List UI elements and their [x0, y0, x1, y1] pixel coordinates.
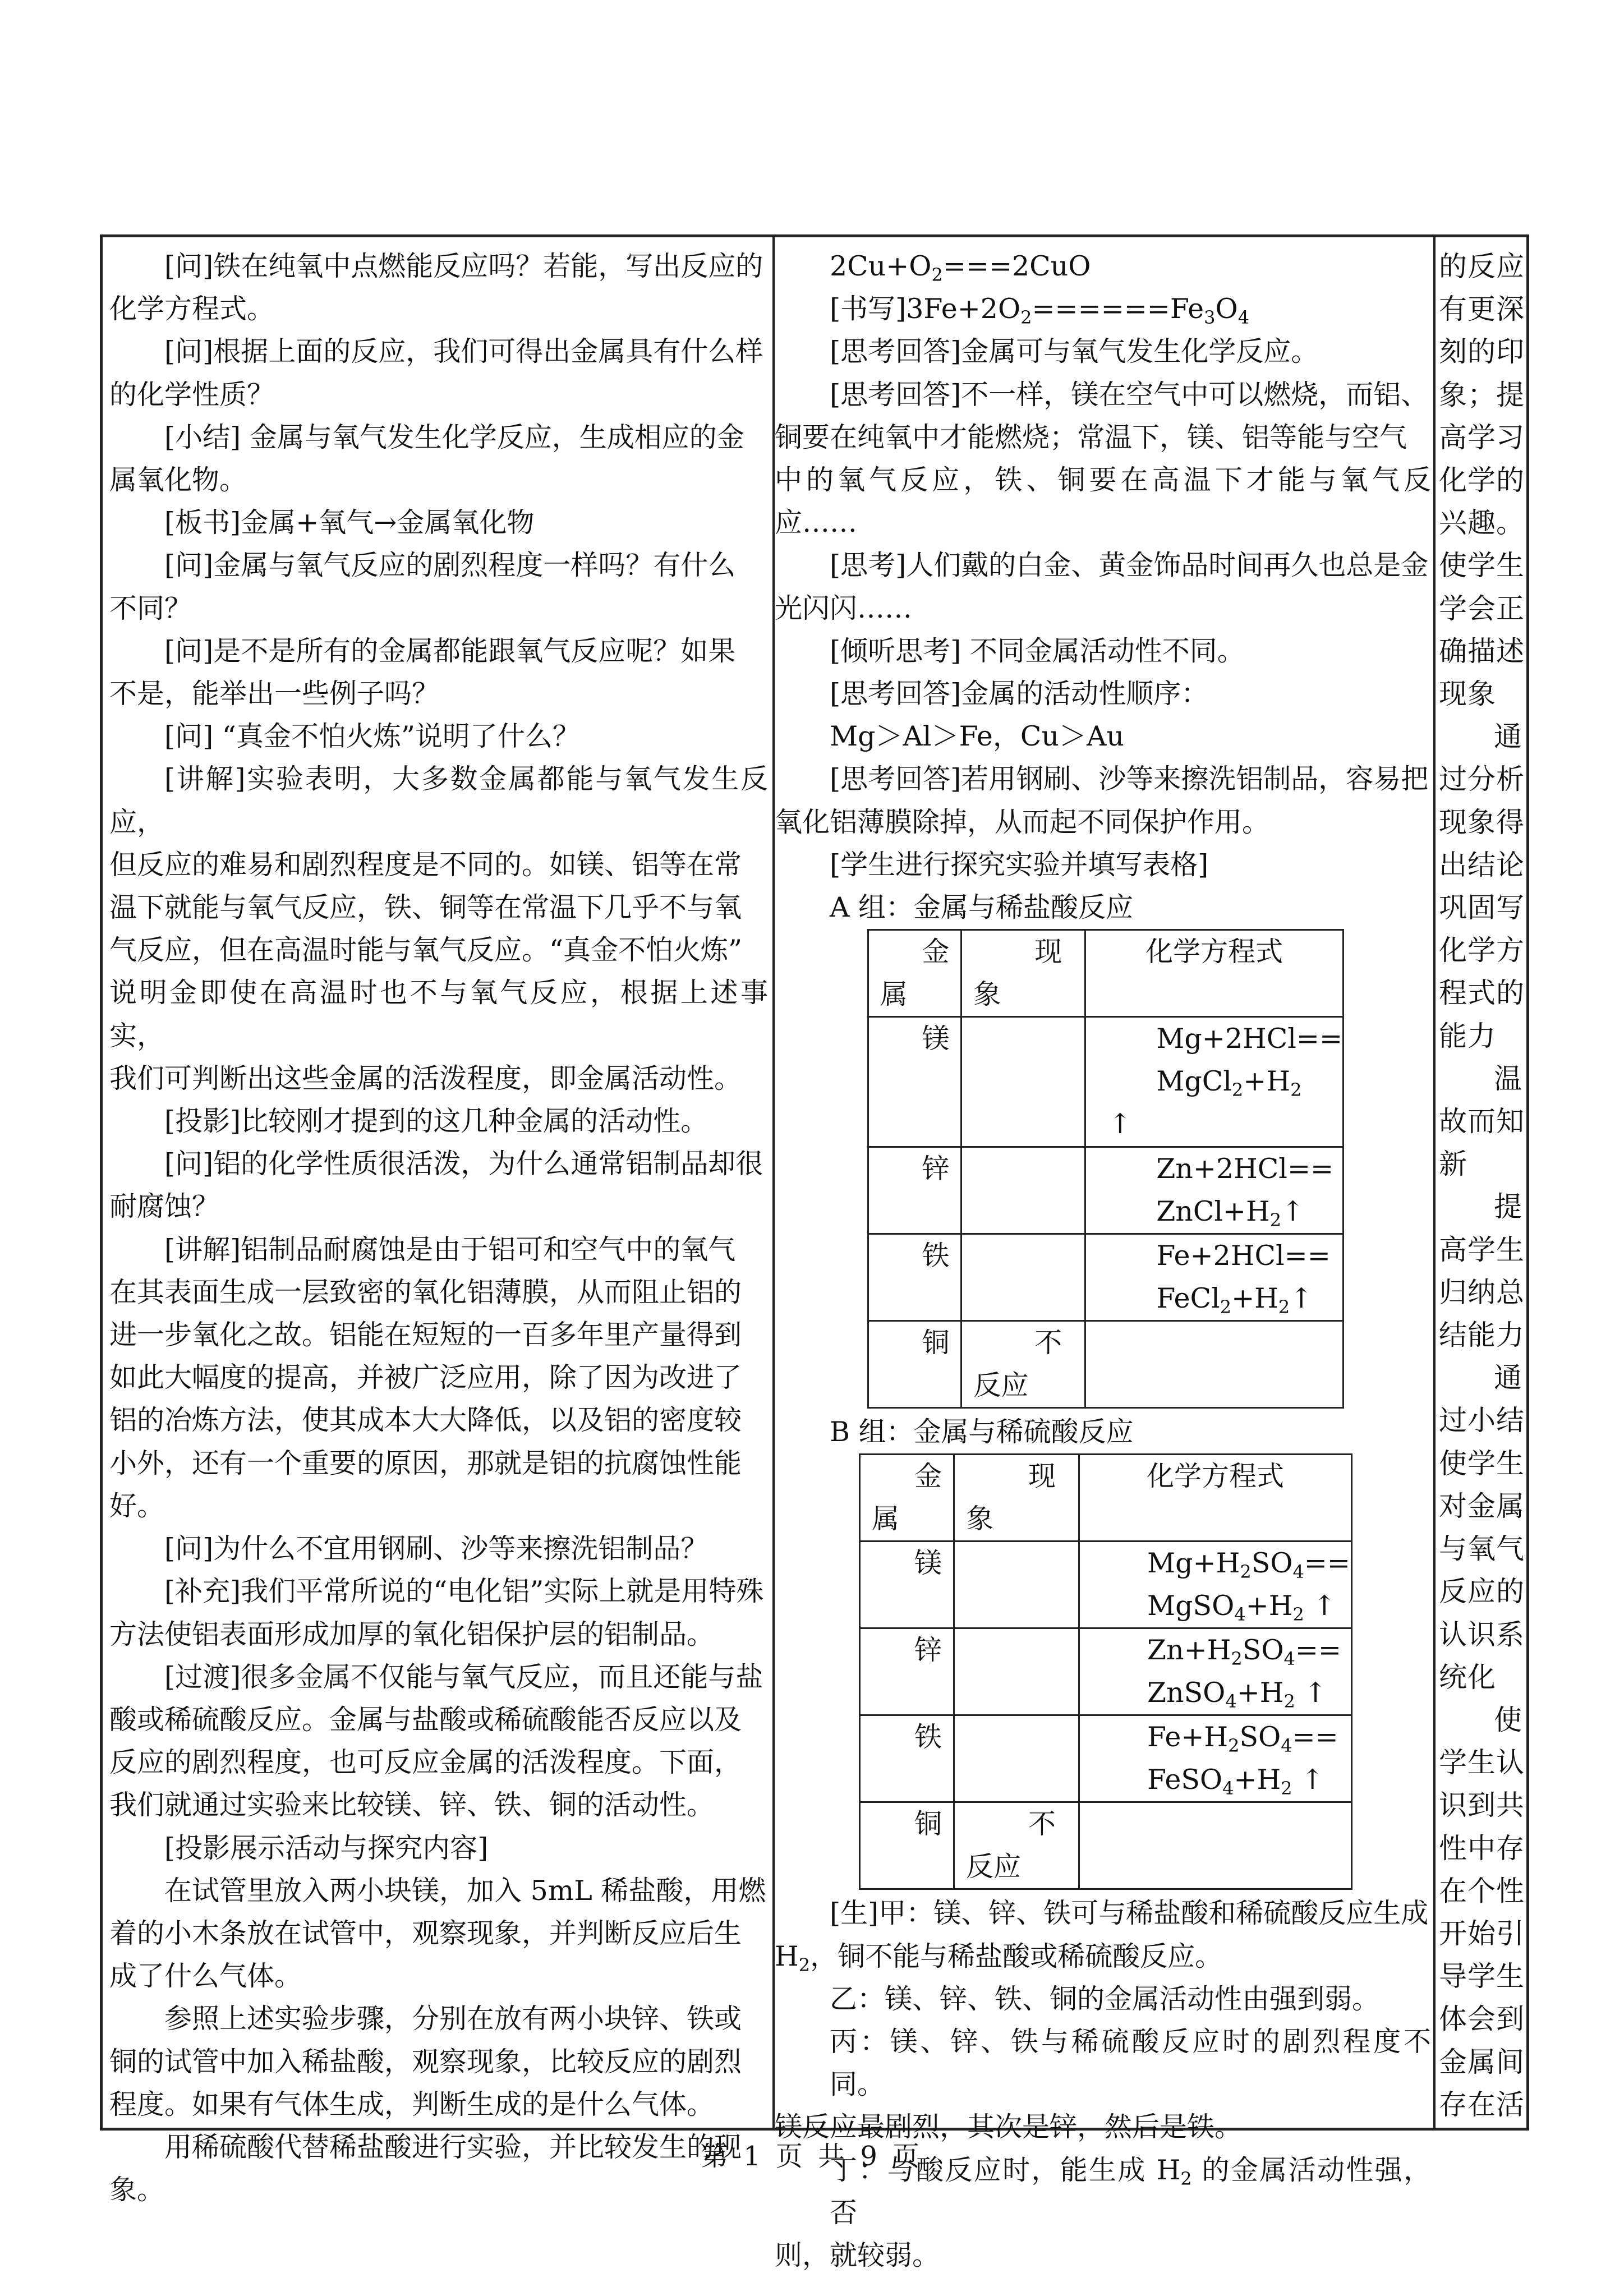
- text-line: 丙：镁、锌、铁与稀硫酸反应时的剧烈程度不同。: [830, 2026, 1431, 2101]
- text-line: 方法使铝表面形成加厚的氧化铝保护层的铝制品。: [109, 1618, 715, 1650]
- text-line: 有更深: [1439, 293, 1525, 326]
- equation-line: [书写]$3Fe+2O_2======Fe_3O_4$: [830, 293, 1250, 329]
- phenomenon-cell: [954, 1715, 1079, 1802]
- text-line: 的反应: [1439, 250, 1525, 283]
- text-line: 过小结: [1439, 1404, 1525, 1437]
- table-group-a: [867, 929, 1344, 1409]
- text-line: 化学方: [1439, 934, 1525, 967]
- text-line: 氧化铝薄膜除掉，从而起不同保护作用。: [775, 806, 1270, 838]
- text-line: 中的氧气反应，铁、铜要在高温下才能与氧气反应……: [775, 464, 1431, 539]
- table-row: [860, 1455, 1352, 1542]
- text-line: 酸或稀硫酸反应。金属与盐酸或稀硫酸能否反应以及: [109, 1703, 742, 1736]
- text-line: 在试管里放入两小块镁，加入 5mL 稀盐酸，用燃: [164, 1874, 766, 1907]
- text-line: [投影]比较刚才提到的这几种金属的活动性。: [164, 1105, 709, 1138]
- text-line: 程度。如果有气体生成，判断生成的是什么气体。: [109, 2088, 715, 2120]
- text-line: 结能力: [1439, 1319, 1525, 1352]
- header-equation: 化学方程式: [1085, 930, 1344, 1017]
- table-row: [868, 1147, 1344, 1234]
- text-line: 确描述: [1439, 634, 1525, 668]
- text-line: [讲解]铝制品耐腐蚀是由于铝可和空气中的氧气: [164, 1233, 736, 1266]
- text-line: [问]是不是所有的金属都能跟氧气反应呢？如果: [164, 634, 736, 667]
- text-line: 刻的印: [1439, 335, 1525, 369]
- text-line: 学生认: [1439, 1746, 1525, 1779]
- text-line: 兴趣。: [1439, 507, 1525, 540]
- teacher-activity-column: [103, 237, 775, 2206]
- text-line: 化学的: [1439, 464, 1525, 497]
- header-metal: 金 属: [860, 1455, 954, 1542]
- text-line: 学会正: [1439, 592, 1525, 625]
- text-line: 性中存: [1439, 1832, 1525, 1865]
- text-line: 金属间: [1439, 2045, 1525, 2078]
- text-line: [学生进行探究实验并填写表格]: [830, 848, 1209, 881]
- text-line: 温: [1494, 1062, 1522, 1095]
- text-line: 提: [1494, 1190, 1522, 1223]
- text-line: 小外，还有一个重要的原因，那就是铝的抗腐蚀性能: [109, 1447, 742, 1479]
- text-line: 进一步氧化之故。铝能在短短的一百多年里产量得到: [109, 1319, 742, 1351]
- text-line: [投影展示活动与探究内容]: [164, 1832, 489, 1864]
- text-line: 如此大幅度的提高，并被广泛应用，除了因为改进了: [109, 1361, 742, 1394]
- header-metal: 金 属: [868, 930, 961, 1017]
- text-line: 在个性: [1439, 1874, 1525, 1907]
- phenomenon-cell: [954, 1542, 1079, 1628]
- text-line: 新: [1439, 1148, 1467, 1181]
- text-line: 参照上述实验步骤，分别在放有两小块锌、铁或: [164, 2003, 742, 2035]
- text-line: 铝的冶炼方法，使其成本大大降低，以及铝的密度较: [109, 1404, 742, 1437]
- text-line: 温下就能与氧气反应，铁、铜等在常温下几乎不与氧: [109, 891, 742, 924]
- text-line: [思考回答]若用钢刷、沙等来擦洗铝制品，容易把: [830, 763, 1429, 795]
- text-line: [讲解]实验表明，大多数金属都能与氧气发生反应，: [109, 763, 768, 838]
- text-line: 使: [1494, 1703, 1522, 1736]
- text-line: 化学方程式。: [109, 293, 275, 325]
- text-line: 现象得: [1439, 806, 1525, 839]
- metal-cell: 镁: [868, 1017, 961, 1147]
- table-row: [868, 1017, 1344, 1147]
- text-line: 乙：镁、锌、铁、铜的金属活动性由强到弱。: [830, 1982, 1380, 2015]
- text-line: 光闪闪……: [775, 592, 913, 624]
- table-row: [868, 930, 1344, 1017]
- phenomenon-cell: [961, 1017, 1085, 1147]
- text-line: [问]金属与氧气反应的剧烈程度一样吗？有什么: [164, 549, 736, 582]
- text-line: 用稀硫酸代替稀盐酸进行实验，并比较发生的现: [164, 2131, 742, 2163]
- text-line: 通: [1494, 720, 1522, 753]
- metal-cell: 镁: [860, 1542, 954, 1628]
- text-line: 归纳总: [1439, 1276, 1525, 1309]
- phenomenon-cell: [961, 1234, 1085, 1321]
- metal-cell: 铁: [868, 1234, 961, 1321]
- text-line: [问]铝的化学性质很活泼，为什么通常铝制品却很: [164, 1148, 763, 1180]
- text-line: 的化学性质？: [109, 378, 275, 411]
- text-line: 好。: [109, 1489, 165, 1522]
- text-line: 使学生: [1439, 1447, 1525, 1480]
- text-line: 与氧气: [1439, 1533, 1525, 1566]
- equation-line: $2Cu+O_2===2CuO$: [830, 250, 1091, 286]
- equation-cell: [1079, 1802, 1352, 1889]
- text-line: 成了什么气体。: [109, 1960, 302, 1993]
- text-line: 导学生: [1439, 1960, 1525, 1993]
- equation-cell: [1085, 1321, 1344, 1408]
- text-line: $H_2$，铜不能与稀盐酸或稀硫酸反应。: [775, 1940, 1223, 1976]
- text-line: 则，就较弱。: [775, 2239, 940, 2272]
- text-line: 故而知: [1439, 1105, 1525, 1138]
- text-line: 现象: [1439, 678, 1496, 711]
- header-phenomenon: 现 象: [954, 1455, 1079, 1542]
- metal-cell: 锌: [860, 1628, 954, 1715]
- text-line: [生]甲：镁、锌、铁可与稀盐酸和稀硫酸反应生成: [830, 1897, 1429, 1930]
- text-line: [思考回答]不一样，镁在空气中可以燃烧，而铝、: [830, 378, 1429, 411]
- text-line: 气反应，但在高温时能与氧气反应。“真金不怕火炼”: [109, 934, 743, 967]
- table-row: [868, 1321, 1344, 1408]
- text-line: 反应的剧烈程度，也可反应金属的活泼程度。下面，: [109, 1746, 742, 1779]
- text-line: [板书]金属+氧气→金属氧化物: [164, 507, 535, 539]
- text-line: 铜要在纯氧中才能燃烧；常温下，镁、铝等能与空气: [775, 421, 1407, 453]
- text-line: 识到共: [1439, 1789, 1525, 1822]
- text-line: 通: [1494, 1361, 1522, 1395]
- text-line: 反应的: [1439, 1575, 1525, 1608]
- header-phenomenon: 现 象: [961, 930, 1085, 1017]
- text-line: [问]根据上面的反应，我们可得出金属具有什么样: [164, 335, 763, 368]
- text-line: 体会到: [1439, 2003, 1525, 2036]
- text-line: [小结] 金属与氧气发生化学反应，生成相应的金: [164, 421, 744, 453]
- text-line: [过渡]很多金属不仅能与氧气反应，而且还能与盐: [164, 1660, 763, 1693]
- text-line: [问]铁在纯氧中点燃能反应吗？若能，写出反应的: [164, 250, 763, 282]
- equation-cell: Mg+2HCl== $MgCl_2+H_2$ ↑: [1085, 1017, 1344, 1147]
- metal-cell: 铜: [868, 1321, 961, 1408]
- text-line: [思考]人们戴的白金、黄金饰品时间再久也总是金: [830, 549, 1429, 582]
- text-line: [问]为什么不宜用钢刷、沙等来擦洗铝制品？: [164, 1533, 709, 1565]
- text-line: 属氧化物。: [109, 464, 247, 496]
- table-row: [860, 1542, 1352, 1628]
- phenomenon-cell: 不 反应: [961, 1321, 1085, 1408]
- text-line: 开始引: [1439, 1917, 1525, 1950]
- text-line: [思考回答]金属的活动性顺序：: [830, 678, 1209, 710]
- equation-cell: $Mg+H_2SO_4==$ $MgSO_4+H_2$ ↑: [1079, 1542, 1352, 1628]
- text-line: 出结论: [1439, 848, 1525, 881]
- phenomenon-cell: [954, 1628, 1079, 1715]
- metal-cell: 铁: [860, 1715, 954, 1802]
- text-line: 我们就通过实验来比较镁、锌、铁、铜的活动性。: [109, 1789, 715, 1821]
- text-line: 认识系: [1439, 1618, 1525, 1651]
- table-group-b: [859, 1453, 1352, 1890]
- text-line: 巩固写: [1439, 891, 1525, 924]
- text-line: 我们可判断出这些金属的活泼程度，即金属活动性。: [109, 1062, 742, 1094]
- text-line: 过分析: [1439, 763, 1525, 796]
- equation-cell: $Zn+H_2SO_4==$ $ZnSO_4+H_2$ ↑: [1079, 1628, 1352, 1715]
- page-footer: 第 1 页 共 9 页: [701, 2141, 923, 2172]
- text-line: 高学习: [1439, 421, 1525, 454]
- table-row: [860, 1715, 1352, 1802]
- text-line: 丁：与酸反应时，能生成 $H_2$ 的金属活动性强，否: [830, 2154, 1431, 2229]
- text-line: 高学生: [1439, 1233, 1525, 1266]
- text-line: 统化: [1439, 1660, 1496, 1694]
- text-line: 使学生: [1439, 549, 1525, 582]
- text-line: 存在活: [1439, 2088, 1525, 2121]
- phenomenon-cell: 不 反应: [954, 1802, 1079, 1889]
- text-line: 不是，能举出一些例子吗？: [109, 678, 440, 710]
- text-line: [倾听思考] 不同金属活动性不同。: [830, 634, 1245, 667]
- equation-cell: $Fe+H_2SO_4==$ $FeSO_4+H_2$ ↑: [1079, 1715, 1352, 1802]
- text-line: 但反应的难易和剧烈程度是不同的。如镁、铝等在常: [109, 848, 742, 881]
- text-line: [思考回答]金属可与氧气发生化学反应。: [830, 335, 1319, 368]
- metal-cell: 锌: [868, 1147, 961, 1234]
- text-line: 说明金即使在高温时也不与氧气反应，根据上述事实，: [109, 977, 768, 1052]
- table-row: [860, 1628, 1352, 1715]
- design-intent-column: [1436, 237, 1529, 2128]
- header-equation: 化学方程式: [1079, 1455, 1352, 1542]
- text-line: A 组：金属与稀盐酸反应: [830, 891, 1133, 924]
- text-line: 能力: [1439, 1019, 1496, 1052]
- table-row: [860, 1802, 1352, 1889]
- text-line: 象。: [109, 2174, 165, 2206]
- equation-cell: Zn+2HCl== $ZnCl+H_2↑$: [1085, 1147, 1344, 1234]
- text-line: [补充]我们平常所说的“电化铝”实际上就是用特殊: [164, 1575, 764, 1608]
- text-line: [问] “真金不怕火炼”说明了什么？: [164, 720, 580, 753]
- text-line: B 组：金属与稀硫酸反应: [830, 1416, 1134, 1448]
- text-line: 在其表面生成一层致密的氧化铝薄膜，从而阻止铝的: [109, 1276, 742, 1308]
- metal-cell: 铜: [860, 1802, 954, 1889]
- text-line: 象；提: [1439, 378, 1525, 411]
- text-line: 对金属: [1439, 1489, 1525, 1522]
- text-line: 镁反应最剧烈，其次是锌，然后是铁。: [775, 2111, 1243, 2143]
- text-line: 不同？: [109, 592, 192, 624]
- text-line: 程式的: [1439, 977, 1525, 1010]
- text-line: 耐腐蚀？: [109, 1190, 220, 1223]
- equation-cell: Fe+2HCl== $FeCl_2+H_2↑$: [1085, 1234, 1344, 1321]
- text-line: 铜的试管中加入稀盐酸，观察现象，比较反应的剧烈: [109, 2045, 742, 2078]
- table-row: [868, 1234, 1344, 1321]
- text-line: 着的小木条放在试管中，观察现象，并判断反应后生: [109, 1917, 742, 1949]
- phenomenon-cell: [961, 1147, 1085, 1234]
- text-line: Mg＞Al＞Fe，Cu＞Au: [830, 720, 1124, 753]
